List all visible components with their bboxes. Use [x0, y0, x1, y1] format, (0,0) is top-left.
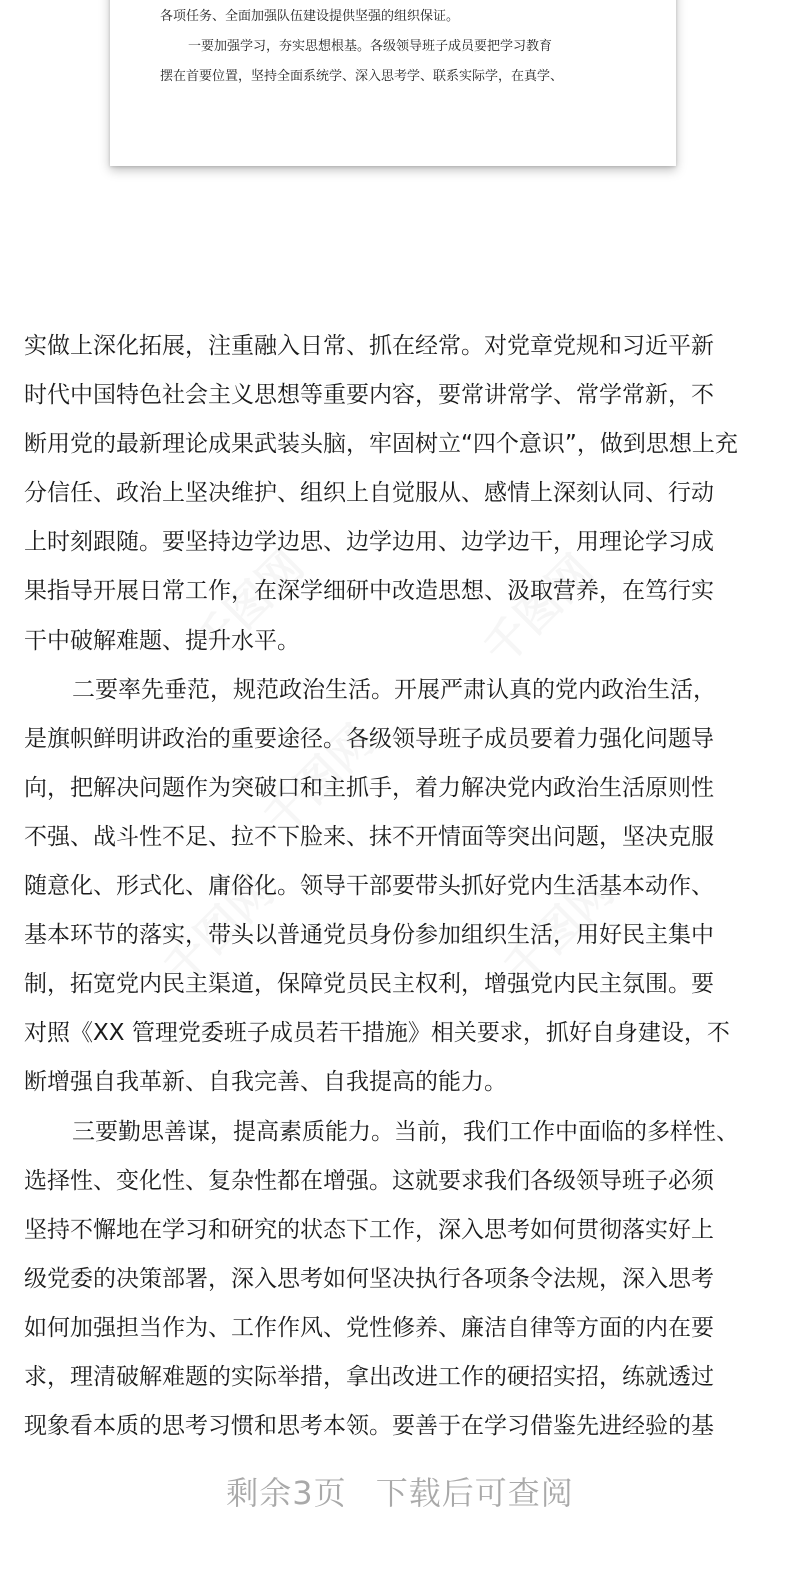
- body-line: 坚持不懈地在学习和研究的状态下工作，深入思考如何贯彻落实好上: [24, 1216, 714, 1243]
- body-line: 实做上深化拓展，注重融入日常、抓在经常。对党章党规和习近平新: [24, 333, 714, 359]
- preview-line-1: 各项任务、全面加强队伍建设提供坚强的组织保证。: [160, 9, 460, 24]
- document-body: [24, 322, 776, 1451]
- paragraph-heading-line: 三要勤思善谋，提高素质能力。当前，我们工作中面临的多样性、: [72, 1118, 739, 1145]
- paragraph-heading-line: 二要率先垂范，规范政治生活。开展严肃认真的党内政治生活，: [72, 676, 716, 703]
- body-line: 制，拓宽党内民主渠道，保障党员民主权利，增强党内民主氛围。要: [24, 971, 714, 998]
- body-line: 不强、战斗性不足、拉不下脸来、抹不开情面等突出问题，坚决克服: [24, 823, 714, 850]
- body-line: 级党委的决策部署，深入思考如何坚决执行各项条令法规，深入思考: [24, 1265, 714, 1292]
- body-line: 求，理清破解难题的实际举措，拿出改进工作的硬招实招，练就透过: [24, 1363, 714, 1390]
- preview-line-2: 一要加强学习，夯实思想根基。各级领导班子成员要把学习教育: [188, 39, 553, 54]
- remaining-pages-label: 剩余3页: [226, 1474, 347, 1512]
- body-line: 干中破解难题、提升水平。: [24, 627, 300, 654]
- preview-line-3: 摆在首要位置，坚持全面系统学、深入思考学、联系实际学，在真学、: [160, 69, 564, 84]
- body-line: 是旗帜鲜明讲政治的重要途径。各级领导班子成员要着力强化问题导: [24, 725, 714, 752]
- body-line: 时代中国特色社会主义思想等重要内容，要常讲常学、常学常新，不: [24, 382, 714, 409]
- body-line: 选择性、变化性、复杂性都在增强。这就要求我们各级领导班子必须: [24, 1167, 714, 1194]
- body-line: 随意化、形式化、庸俗化。领导干部要带头抓好党内生活基本动作、: [24, 873, 714, 900]
- body-line: 上时刻跟随。要坚持边学边思、边学边用、边学边干，用理论学习成: [24, 529, 714, 556]
- body-line: 分信任、政治上坚决维护、组织上自觉服从、感情上深刻认同、行动: [24, 480, 714, 507]
- body-line: 果指导开展日常工作，在深学细研中改造思想、汲取营养，在笃行实: [24, 578, 714, 605]
- body-line: 向，把解决问题作为突破口和主抓手，着力解决党内政治生活原则性: [24, 774, 714, 801]
- body-line: 如何加强担当作为、工作作风、党性修养、廉洁自律等方面的内在要: [24, 1314, 714, 1341]
- body-line: 对照《XX 管理党委班子成员若干措施》相关要求，抓好自身建设，不: [24, 1020, 730, 1047]
- document-preview-card: [110, 0, 676, 166]
- body-line: 断增强自我革新、自我完善、自我提高的能力。: [24, 1069, 507, 1096]
- body-line: 断用党的最新理论成果武装头脑，牢固树立“四个意识”，做到思想上充: [24, 431, 738, 458]
- body-line: 现象看本质的思考习惯和思考本领。要善于在学习借鉴先进经验的基: [24, 1413, 714, 1440]
- download-prompt[interactable]: [0, 1468, 800, 1514]
- body-line: 基本环节的落实，带头以普通党员身份参加组织生活，用好民主集中: [24, 922, 714, 949]
- download-to-view-label: 下载后可查阅: [375, 1474, 574, 1512]
